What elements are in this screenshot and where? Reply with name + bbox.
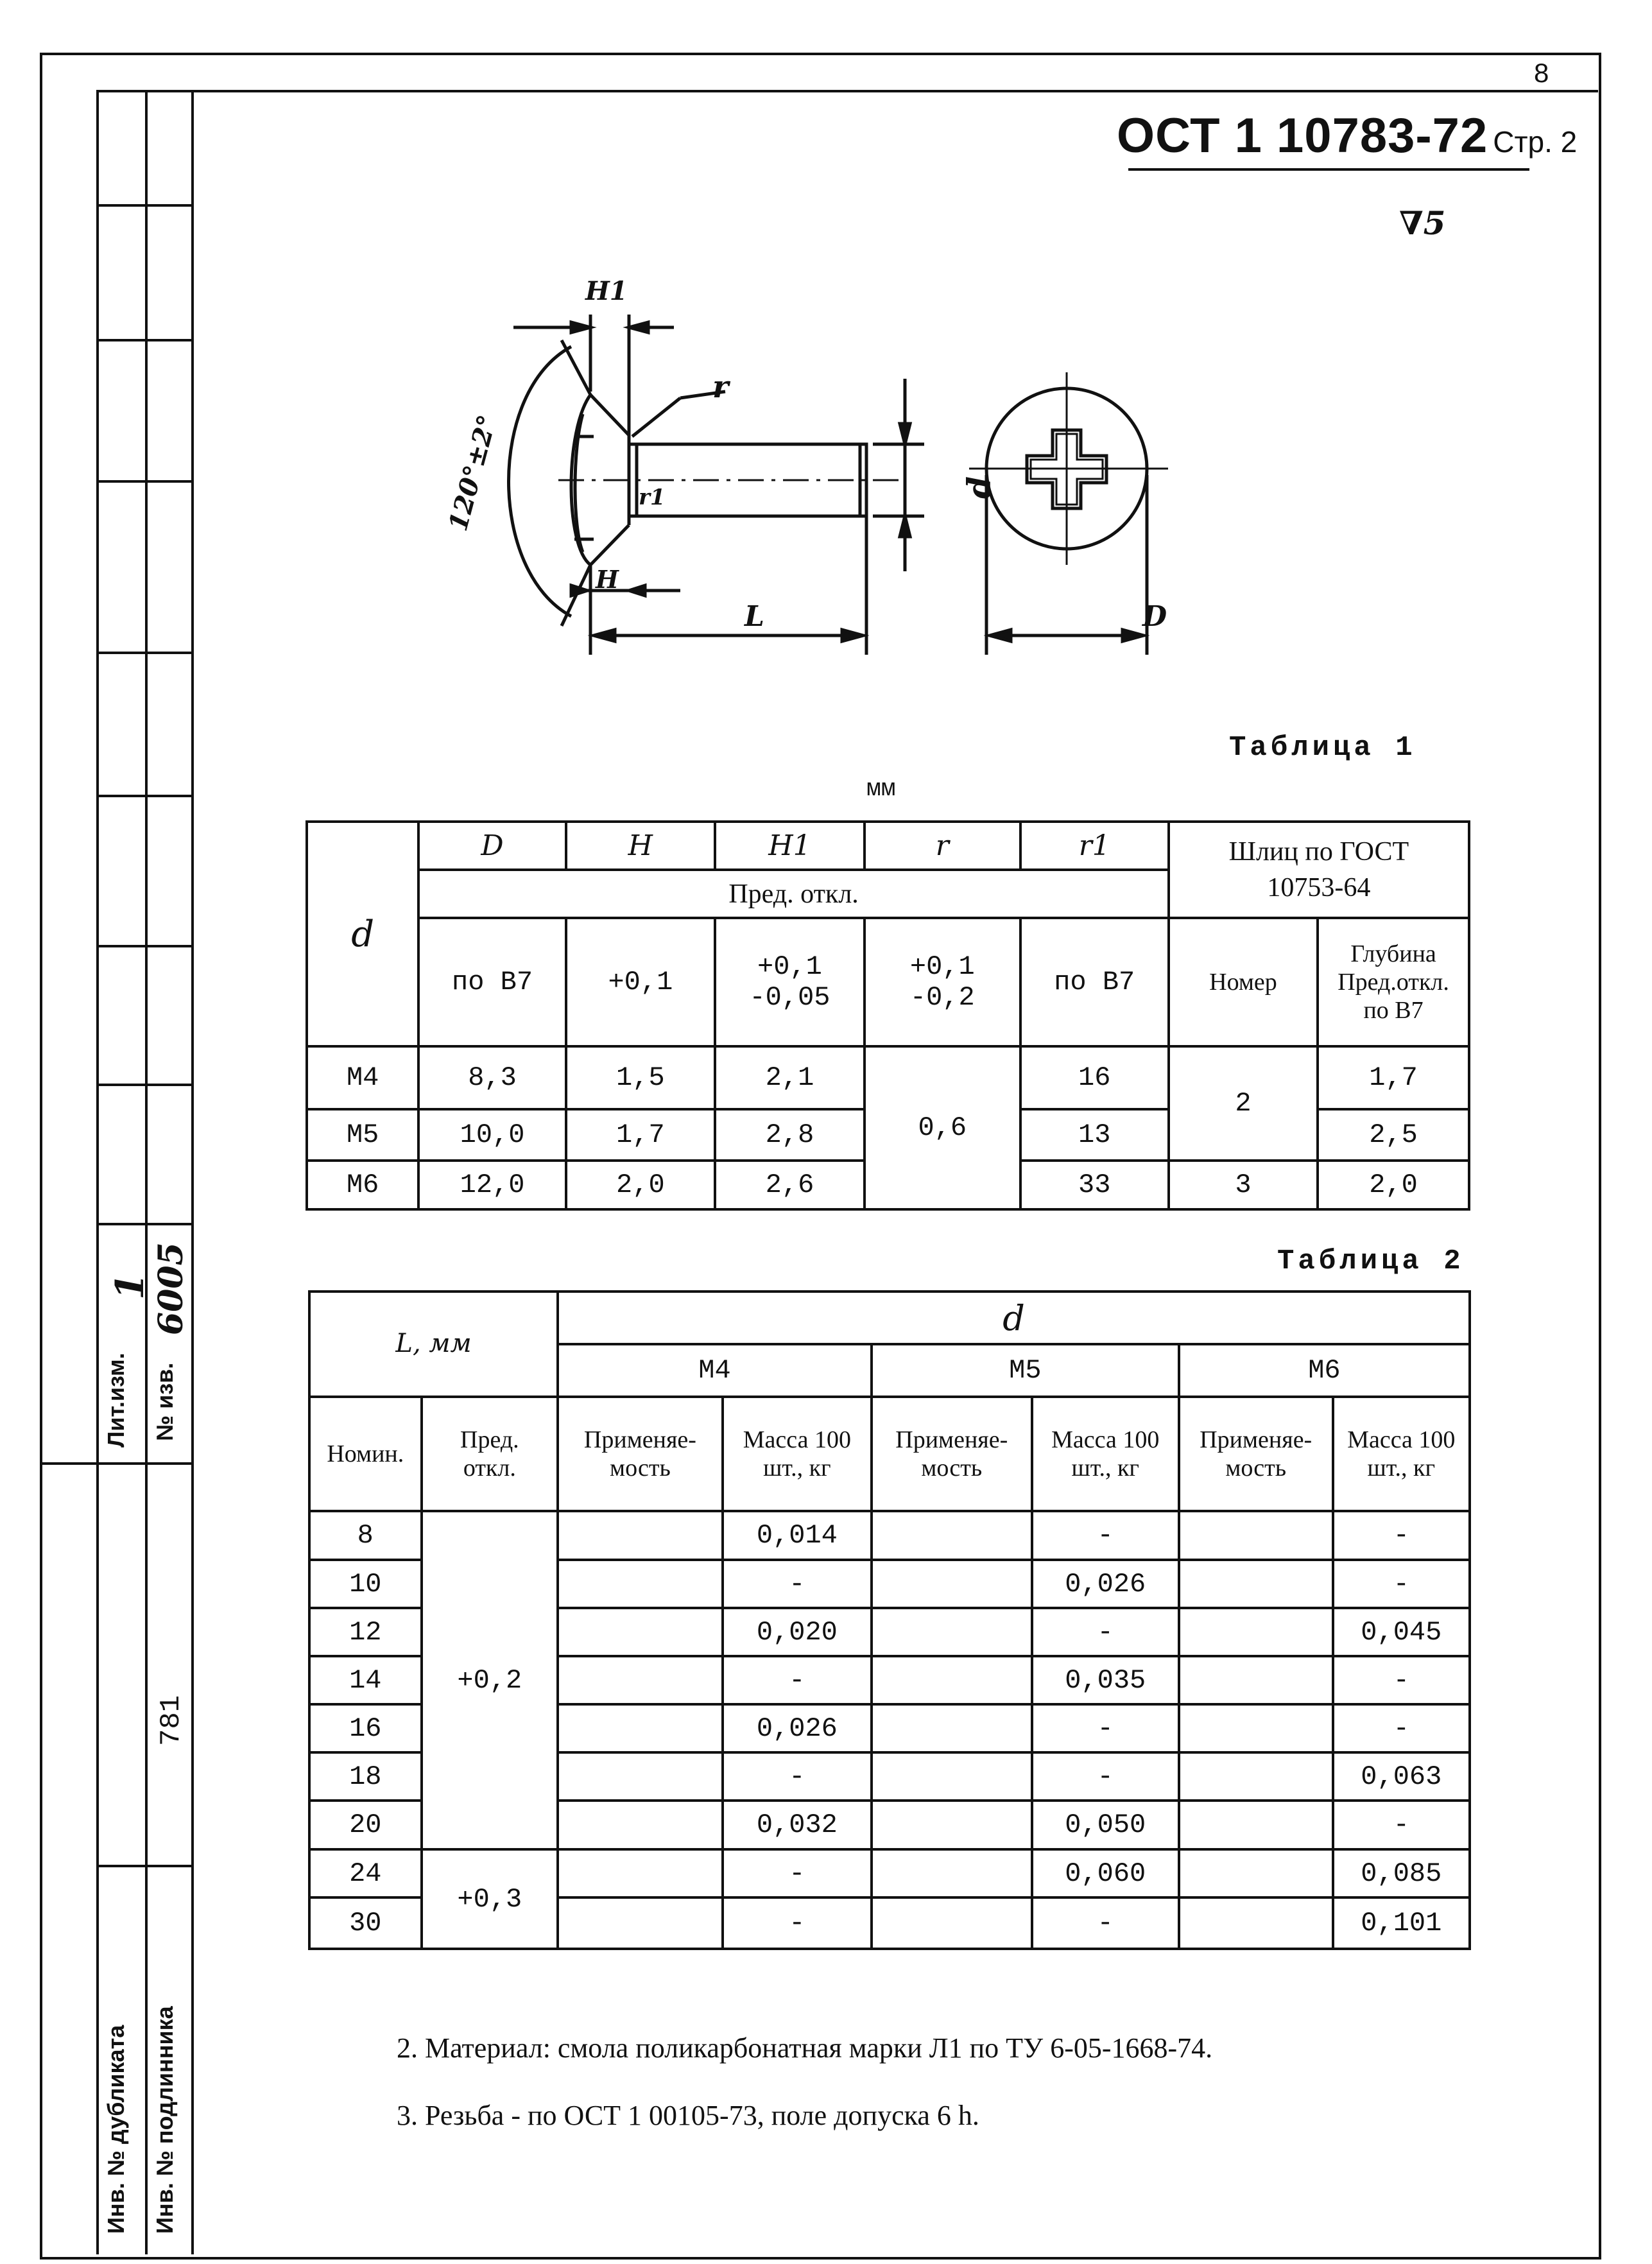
label-d: d xyxy=(959,476,998,499)
stamp-col-left xyxy=(96,90,99,2254)
t2-cell: - xyxy=(1333,1704,1470,1752)
stamp-sep xyxy=(96,339,193,341)
table-row: 16 xyxy=(309,1704,422,1752)
t2-prim-cell xyxy=(1179,1897,1333,1949)
inv-dubl-label: Инв. № дубликата xyxy=(103,2025,129,2234)
t2-cell: 0,020 xyxy=(723,1608,872,1656)
t2-prim-m4: Применяе- мость xyxy=(558,1397,723,1511)
t2-cell: 0,026 xyxy=(1032,1560,1179,1608)
t2-prim-cell xyxy=(1179,1801,1333,1849)
t2-cell: - xyxy=(723,1656,872,1704)
t1-row-H1: 2,8 xyxy=(715,1109,865,1161)
t2-prim-cell xyxy=(872,1897,1032,1949)
t1-row-H1: 2,6 xyxy=(715,1161,865,1209)
t1-row-H1: 2,1 xyxy=(715,1046,865,1109)
t2-prim-m5: Применяе- мость xyxy=(872,1397,1032,1511)
stamp-sep xyxy=(96,795,193,797)
no-izv-label: № изв. xyxy=(151,1362,178,1441)
t1-col-H1: H1 xyxy=(715,822,865,870)
t2-size-m5: M5 xyxy=(872,1344,1179,1397)
t2-prim-cell xyxy=(558,1608,723,1656)
t2-massa-m5: Масса 100 шт., кг xyxy=(1032,1397,1179,1511)
t2-prim-cell xyxy=(872,1608,1032,1656)
t1-shlic-header: Шлиц по ГОСТ 10753-64 xyxy=(1169,822,1469,918)
t2-prim-cell xyxy=(872,1511,1032,1560)
table2-title: Таблица 2 xyxy=(1277,1245,1465,1277)
t2-prim-cell xyxy=(872,1560,1032,1608)
inv-podl-label: Инв. № подлинника xyxy=(151,2006,178,2234)
t2-cell: 0,032 xyxy=(723,1801,872,1849)
label-r: r xyxy=(712,369,729,405)
t2-prim-cell xyxy=(872,1752,1032,1801)
t2-cell: 0,063 xyxy=(1333,1752,1470,1801)
stamp-sep xyxy=(96,1084,193,1086)
t1-tol-r: +0,1 -0,2 xyxy=(865,918,1020,1046)
t2-massa-m6: Масса 100 шт., кг xyxy=(1333,1397,1470,1511)
stamp-sep xyxy=(96,945,193,947)
t2-size-m4: M4 xyxy=(558,1344,872,1397)
t1-sub-header: Пред. откл. xyxy=(418,870,1168,918)
stamp-sep xyxy=(96,1462,193,1465)
t2-prim-cell xyxy=(1179,1656,1333,1704)
no-izv-value: 6005 xyxy=(151,1242,191,1335)
t2-cell: - xyxy=(1333,1511,1470,1560)
t1-row-H: 1,7 xyxy=(566,1109,715,1161)
t1-nomer-m4m5: 2 xyxy=(1169,1046,1318,1161)
t2-cell: 0,035 xyxy=(1032,1656,1179,1704)
roughness-mark: ∇5 xyxy=(1399,204,1446,242)
t2-cell: - xyxy=(1032,1511,1179,1560)
t1-col-d: d xyxy=(307,822,418,1046)
t2-prim-cell xyxy=(1179,1608,1333,1656)
t2-cell: 0,060 xyxy=(1032,1849,1179,1897)
angle-arc xyxy=(509,347,572,616)
table1-title: Таблица 1 xyxy=(1229,732,1416,764)
t2-cell: - xyxy=(1333,1560,1470,1608)
t2-prim-cell xyxy=(558,1704,723,1752)
t1-nomer: Номер xyxy=(1169,918,1318,1046)
table-row: 20 xyxy=(309,1801,422,1849)
t2-l-header-text: L, мм xyxy=(395,1328,472,1358)
margin-tick xyxy=(40,1462,98,1465)
t2-nomin: Номин. xyxy=(309,1397,422,1511)
t1-row-r1: 13 xyxy=(1020,1109,1169,1161)
t1-row-depth: 1,7 xyxy=(1318,1046,1469,1109)
t2-cell: - xyxy=(1333,1801,1470,1849)
table1-unit: мм xyxy=(866,775,896,803)
stamp-sep xyxy=(96,1223,193,1225)
t1-row-r1: 16 xyxy=(1020,1046,1169,1109)
label-h: H xyxy=(596,565,619,594)
t1-tol-r1: по B7 xyxy=(1020,918,1169,1046)
t1-tol-D: по B7 xyxy=(418,918,565,1046)
top-line xyxy=(96,90,1598,92)
t2-prim-cell xyxy=(872,1704,1032,1752)
table2 xyxy=(308,1290,1471,1950)
t1-row-D: 8,3 xyxy=(418,1046,565,1109)
t2-tol-1: +0,2 xyxy=(422,1511,558,1849)
t1-row-D: 10,0 xyxy=(418,1109,565,1161)
t2-prim-cell xyxy=(872,1801,1032,1849)
t2-d-header: d xyxy=(558,1292,1470,1344)
t2-cell: - xyxy=(1032,1897,1179,1949)
t2-cell: - xyxy=(723,1897,872,1949)
t1-col-r1: r1 xyxy=(1020,822,1169,870)
t2-l-header xyxy=(309,1292,558,1397)
t2-cell: - xyxy=(1032,1704,1179,1752)
t1-row-d: M4 xyxy=(307,1046,418,1109)
table-row: 10 xyxy=(309,1560,422,1608)
t1-row-H: 1,5 xyxy=(566,1046,715,1109)
t1-col-H: H xyxy=(566,822,715,870)
t2-prim-cell xyxy=(1179,1849,1333,1897)
t2-size-m6: M6 xyxy=(1179,1344,1470,1397)
screw-drawing xyxy=(411,270,1271,668)
t2-cell: - xyxy=(723,1849,872,1897)
label-angle: 120°±2° xyxy=(443,411,503,535)
inv-podl-value: 781 xyxy=(155,1695,187,1746)
t2-cell: - xyxy=(723,1752,872,1801)
frame-inner-left xyxy=(191,90,194,2254)
lit-izm-value: 1 xyxy=(108,1273,153,1300)
stamp-sep xyxy=(96,480,193,483)
t2-pred: Пред. откл. xyxy=(422,1397,558,1511)
t2-prim-cell xyxy=(1179,1752,1333,1801)
t1-r-value: 0,6 xyxy=(865,1046,1020,1209)
t2-cell: 0,101 xyxy=(1333,1897,1470,1949)
t2-prim-cell xyxy=(1179,1560,1333,1608)
t2-cell: 0,014 xyxy=(723,1511,872,1560)
t2-prim-cell xyxy=(872,1849,1032,1897)
t1-glubina: Глубина Пред.откл. по B7 xyxy=(1318,918,1469,1046)
t2-cell: 0,085 xyxy=(1333,1849,1470,1897)
header-underline xyxy=(1128,168,1529,171)
t2-cell: - xyxy=(1333,1656,1470,1704)
label-r1: r1 xyxy=(639,485,666,510)
document-header xyxy=(1117,108,1577,164)
t2-cell: - xyxy=(723,1560,872,1608)
t2-massa-m4: Масса 100 шт., кг xyxy=(723,1397,872,1511)
t2-prim-cell xyxy=(558,1560,723,1608)
stamp-sep xyxy=(96,1865,193,1867)
t2-cell: 0,026 xyxy=(723,1704,872,1752)
t1-col-r: r xyxy=(865,822,1020,870)
t2-prim-cell xyxy=(558,1801,723,1849)
label-l: L xyxy=(744,600,764,633)
table-row: 30 xyxy=(309,1897,422,1949)
note-material: 2. Материал: смола поликарбонатная марки Л1 по ТУ 6-05-1668-74. xyxy=(397,2032,1213,2064)
label-dd: D xyxy=(1142,600,1167,633)
t1-tol-H1: +0,1 -0,05 xyxy=(715,918,865,1046)
t2-cell: - xyxy=(1032,1608,1179,1656)
table1 xyxy=(305,820,1470,1211)
t2-prim-cell xyxy=(558,1511,723,1560)
t2-prim-cell xyxy=(558,1849,723,1897)
t1-col-D: D xyxy=(418,822,565,870)
label-h1: H1 xyxy=(585,276,628,306)
t2-prim-cell xyxy=(558,1897,723,1949)
table-row: 12 xyxy=(309,1608,422,1656)
t2-prim-cell xyxy=(558,1656,723,1704)
t2-prim-cell xyxy=(1179,1511,1333,1560)
stamp-sep xyxy=(96,204,193,207)
t2-prim-cell xyxy=(872,1656,1032,1704)
t1-row-r1: 33 xyxy=(1020,1161,1169,1209)
t1-row-d: M6 xyxy=(307,1161,418,1209)
t1-row-depth: 2,0 xyxy=(1318,1161,1469,1209)
table-row: 8 xyxy=(309,1511,422,1560)
t1-row-D: 12,0 xyxy=(418,1161,565,1209)
lit-izm-label: Лит.изм. xyxy=(103,1352,129,1447)
t1-row-d: M5 xyxy=(307,1109,418,1161)
t2-cell: - xyxy=(1032,1752,1179,1801)
t2-prim-cell xyxy=(1179,1704,1333,1752)
t1-row-depth: 2,5 xyxy=(1318,1109,1469,1161)
table-row: 24 xyxy=(309,1849,422,1897)
t2-cell: 0,050 xyxy=(1032,1801,1179,1849)
stamp-sep xyxy=(96,652,193,654)
t2-prim-cell xyxy=(558,1752,723,1801)
t2-tol-2: +0,3 xyxy=(422,1849,558,1949)
table-row: 18 xyxy=(309,1752,422,1801)
t1-tol-H: +0,1 xyxy=(566,918,715,1046)
t1-nomer-m6: 3 xyxy=(1169,1161,1318,1209)
designation: ОСТ 1 10783-72 xyxy=(1117,108,1488,163)
t1-row-H: 2,0 xyxy=(566,1161,715,1209)
table-row: 14 xyxy=(309,1656,422,1704)
note-thread: 3. Резьба - по ОСТ 1 00105-73, поле допуска 6 h. xyxy=(397,2100,979,2131)
page-label: Стр. 2 xyxy=(1493,125,1578,159)
stamp-col-divider xyxy=(145,90,148,2254)
page-number: 8 xyxy=(1534,58,1549,88)
t2-cell: 0,045 xyxy=(1333,1608,1470,1656)
t2-prim-m6: Применяе- мость xyxy=(1179,1397,1333,1511)
